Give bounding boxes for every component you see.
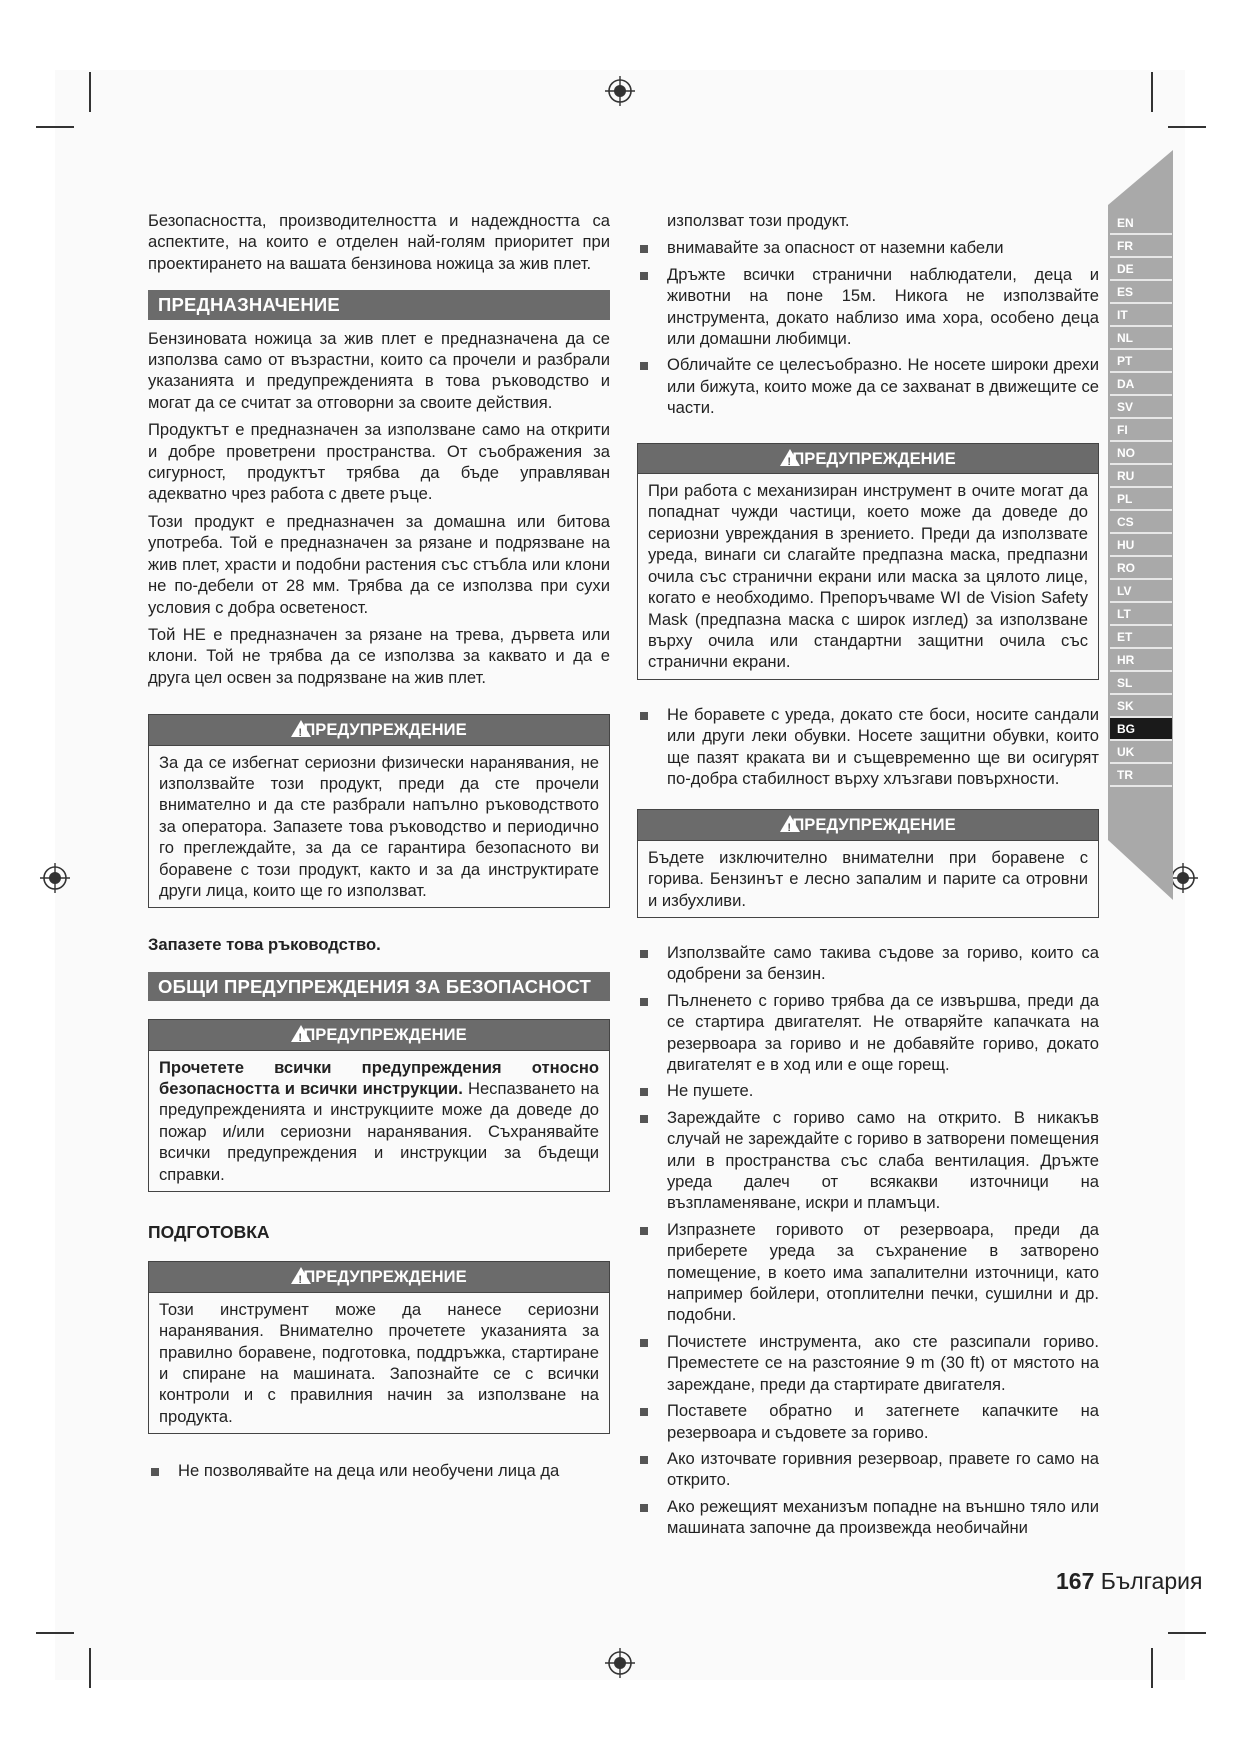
language-tab-sv: SV <box>1110 396 1172 419</box>
warning-box <box>637 443 1099 680</box>
language-tab-sk: SK <box>1110 695 1172 718</box>
list-item: Дръжте всички странични наблюдатели, деца и животни на поне 15м. Никога не използвайте инструмента, докато наблизо има хора, особено деца или домашни любимци. <box>637 264 1099 350</box>
list-item: Изпразнете горивото от резервоара, преди да приберете уреда за съхранение в затворено помещение, в което има запалителни източници, като например бойлери, отоплителни печки, сушилни и др. подобни. <box>637 1219 1099 1326</box>
warning-text: Бъдете изключително внимателни при боравене с горива. Бензинът е лесно запалим и парите са отровни и избухливи. <box>648 847 1088 910</box>
bullet-list <box>637 237 1099 418</box>
list-item: Зареждайте с гориво само на открито. В никакъв случай не зареждайте с гориво в затворени помещения или в пространства със слаба вентилация. Дръжте уреда далеч от всякакви източници на възпламеняване, искри и пламъци. <box>637 1107 1099 1214</box>
warning-header <box>149 715 609 745</box>
list-item: внимавайте за опасност от наземни кабели <box>637 237 1099 258</box>
language-index <box>1110 212 1172 787</box>
list-item: Поставете обратно и затегнете капачките на резервоара и съдовете за гориво. <box>637 1400 1099 1443</box>
section-title-general-safety: ОБЩИ ПРЕДУПРЕЖДЕНИЯ ЗА БЕЗОПАСНОСТ <box>148 972 610 1001</box>
save-manual-note: Запазете това ръководство. <box>148 935 381 955</box>
registration-mark-icon <box>605 76 635 106</box>
warning-triangle-icon <box>780 815 800 832</box>
language-tab-fi: FI <box>1110 419 1172 442</box>
language-tab-cs: CS <box>1110 511 1172 534</box>
warning-triangle-icon <box>291 1267 311 1284</box>
warning-box <box>148 1261 610 1434</box>
purpose-paragraph: Продуктът е предназначен за използване само на открити и добре проветрени пространства. От съображения за сигурност, продуктът трябва да бъде управляван адекватно чрез работа с двете ръце. <box>148 420 610 504</box>
purpose-paragraph: Този продукт е предназначен за домашна или битова употреба. Той е предназначен за рязане и подрязване на жив плет, храсти и подобни растения със стъбла или клони не по-дебели от 28 мм. Трябва да се използва при сухи условия с добра осветеност. <box>148 511 610 617</box>
list-item: Ако режещият механизъм попадне на външно тяло или машината започне да произвежда необичайни <box>637 1496 1099 1539</box>
language-tab-uk: UK <box>1110 741 1172 764</box>
language-tab-fr: FR <box>1110 235 1172 258</box>
registration-mark-icon <box>605 1648 635 1678</box>
warning-header <box>149 1262 609 1292</box>
warning-triangle-icon <box>291 720 311 737</box>
crop-mark <box>36 126 74 128</box>
list-item: Не пушете. <box>637 1080 1099 1101</box>
bullet-list <box>637 704 1099 790</box>
language-tab-ru: RU <box>1110 465 1172 488</box>
warning-text-rest: Неспазването на предупрежденията и инструкциите може да доведе до пожар и/или сериозни наранявания. Съхранявайте всички предупреждения и инструкции за бъдещи справки. <box>159 1079 599 1184</box>
warning-text <box>159 1057 599 1185</box>
purpose-paragraph: Бензиновата ножица за жив плет е предназначена да се използва само от възрастни, които са прочели и разбрали указанията и предупрежденията в това ръководство и могат да се считат за отговорни за своите действия. <box>148 328 610 412</box>
purpose-paragraph: Той НЕ е предназначен за рязане на трева, дървета или клони. Той не трябва да се използва за каквато и да е друга цел освен за подрязване на жив плет. <box>148 624 610 687</box>
language-tab-et: ET <box>1110 626 1172 649</box>
language-tab-lv: LV <box>1110 580 1172 603</box>
left-column <box>148 210 610 1487</box>
list-item: Използвайте само такива съдове за гориво, които са одобрени за бензин. <box>637 942 1099 985</box>
crop-mark <box>89 72 91 112</box>
warning-header <box>638 444 1098 474</box>
language-tab-tr: TR <box>1110 764 1172 787</box>
list-item: Обличайте се целесъобразно. Не носете широки дрехи или бижута, които може да се захванат в движещите се части. <box>637 354 1099 418</box>
continuation-text: използват този продукт. <box>667 211 850 230</box>
language-tab-de: DE <box>1110 258 1172 281</box>
list-item: Ако източвате горивния резервоар, правете го само на открито. <box>637 1448 1099 1491</box>
warning-box <box>148 714 610 908</box>
crop-mark <box>1151 72 1153 112</box>
language-tab-lt: LT <box>1110 603 1172 626</box>
language-tab-sl: SL <box>1110 672 1172 695</box>
warning-box <box>148 1019 610 1192</box>
warning-header <box>638 810 1098 840</box>
warning-triangle-icon <box>780 449 800 466</box>
warning-bold-text: Прочетете всички предупреждения относно безопасността и всички инструкции. <box>159 1057 599 1098</box>
language-tab-nl: NL <box>1110 327 1172 350</box>
country-name: България <box>1100 1568 1203 1594</box>
intro-paragraph: Безопасността, производителността и надеждността са аспектите, на които е отделен най-голям приоритет при проектирането на вашата бензинова ножица за жив плет. <box>148 211 610 273</box>
warning-text: За да се избегнат сериозни физически наранявания, не използвайте този продукт, преди да сте прочели внимателно и да сте разбрали напълно ръководството за оператора. Запазете това ръководство и периодично го преглеждайте, за да се гарантира безопасното ви боравене с този продукт, както и за да инструктирате други лица, които ще го използват. <box>159 752 599 900</box>
language-tab-en: EN <box>1110 212 1172 235</box>
crop-mark <box>36 1632 74 1634</box>
list-item: Не боравете с уреда, докато сте боси, носите сандали или други леки обувки. Носете защитни обувки, които ще пазят краката ви и същевременно ще ви осигурят по-добра стабилност върху хлъзгави повърхности. <box>637 704 1099 790</box>
warning-title: ПРЕДУПРЕЖДЕНИЕ <box>303 1267 467 1287</box>
page-footer <box>1056 1568 1202 1595</box>
warning-text: При работа с механизиран инструмент в очите могат да попаднат чужди частици, което може да доведе до сериозни увреждания в зрението. Преди да използвате уреда, винаги си слагайте предпазна маска, предпазни очила със странични екрани или маска за цялото лице, когато е необходимо. Препоръчваме WI de Vision Safety Mask (предпазна маска с широк изглед) за използване върху очила или стандартни защитни очила със странични екрани. <box>648 481 1088 672</box>
language-tab-pt: PT <box>1110 350 1172 373</box>
language-tab-da: DA <box>1110 373 1172 396</box>
list-item: Почистете инструмента, ако сте разсипали гориво. Преместете се на разстояние 9 m (30 ft) от мястото на зареждане, преди да стартирате двигателя. <box>637 1331 1099 1395</box>
crop-mark <box>1151 1648 1153 1688</box>
bullet-list <box>637 942 1099 1539</box>
warning-triangle-icon <box>291 1025 311 1042</box>
crop-mark <box>1168 126 1206 128</box>
warning-title: ПРЕДУПРЕЖДЕНИЕ <box>792 448 956 468</box>
crop-mark <box>89 1648 91 1688</box>
preparation-heading: ПОДГОТОВКА <box>148 1222 270 1243</box>
list-item: Не позволявайте на деца или необучени лица да <box>148 1460 610 1481</box>
warning-header <box>149 1020 609 1050</box>
language-tab-no: NO <box>1110 442 1172 465</box>
language-tab-ro: RO <box>1110 557 1172 580</box>
warning-text: Този инструмент може да нанесе сериозни наранявания. Внимателно прочетете указанията за правилно боравене, подготовка, поддръжка, стартиране и спиране на машината. Запознайте се с всички контроли и с правилния начин за използване на продукта. <box>159 1299 599 1426</box>
warning-title: ПРЕДУПРЕЖДЕНИЕ <box>303 1025 467 1045</box>
language-tab-bg: BG <box>1110 718 1172 741</box>
registration-mark-icon <box>40 863 70 893</box>
warning-title: ПРЕДУПРЕЖДЕНИЕ <box>303 720 467 740</box>
section-title-purpose: ПРЕДНАЗНАЧЕНИЕ <box>148 290 610 319</box>
right-column <box>637 210 1099 1544</box>
bullet-list <box>148 1460 610 1481</box>
warning-title: ПРЕДУПРЕЖДЕНИЕ <box>792 815 956 835</box>
language-tab-hr: HR <box>1110 649 1172 672</box>
language-tab-es: ES <box>1110 281 1172 304</box>
language-tab-hu: HU <box>1110 534 1172 557</box>
page-number: 167 <box>1056 1568 1095 1594</box>
warning-box <box>637 809 1099 918</box>
crop-mark <box>1168 1632 1206 1634</box>
language-tab-it: IT <box>1110 304 1172 327</box>
language-tab-pl: PL <box>1110 488 1172 511</box>
list-item: Пълненето с гориво трябва да се извършва, преди да се стартира двигателят. Не отваряйте капачката на резервоара за гориво и не добавяйте гориво, докато двигателят е в ход или е още горещ. <box>637 990 1099 1076</box>
